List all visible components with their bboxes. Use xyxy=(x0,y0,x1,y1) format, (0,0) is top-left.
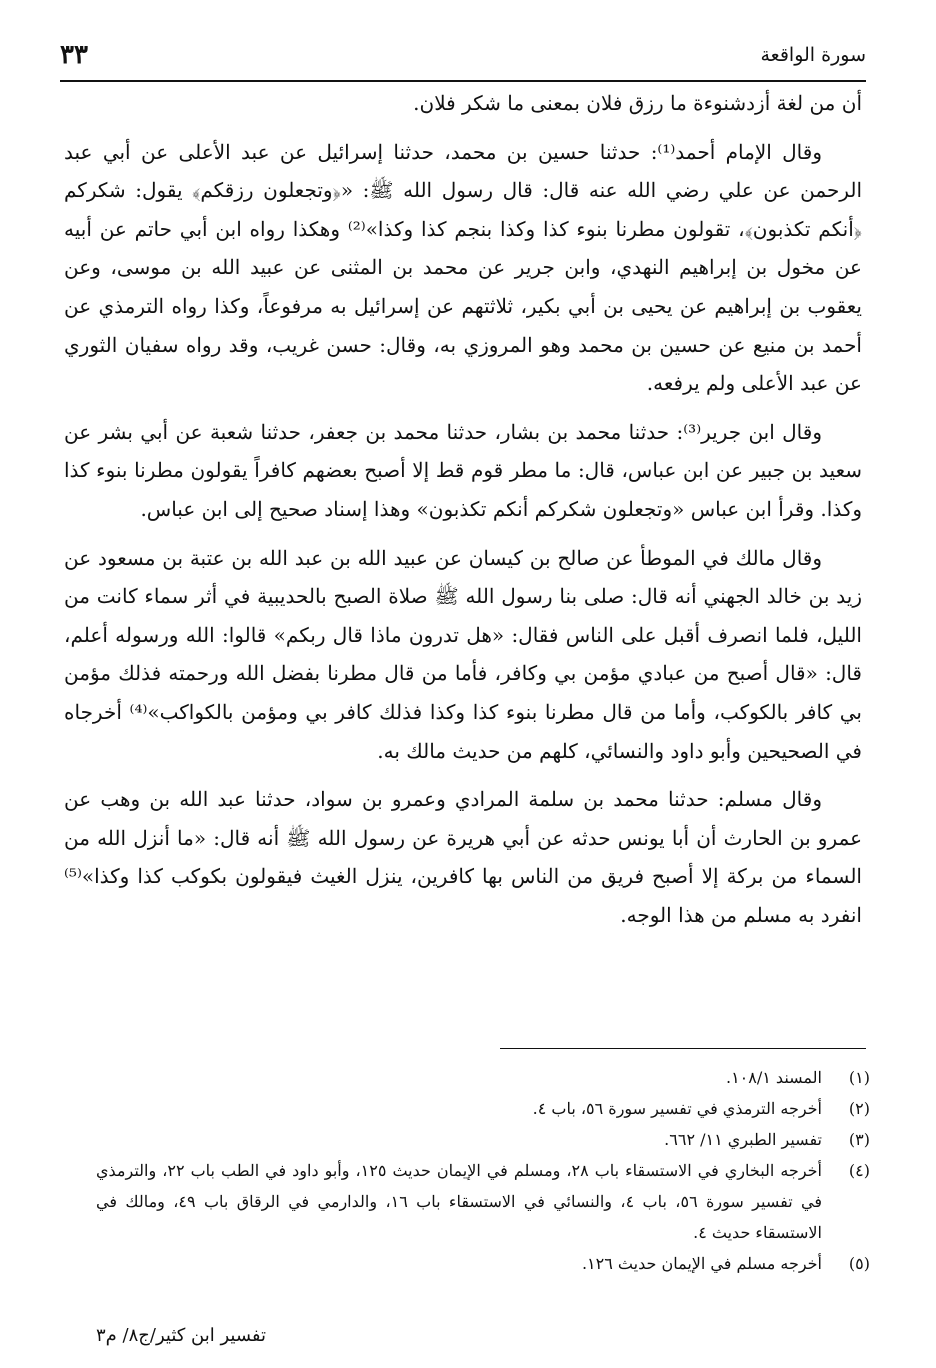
paragraph: وقال الإمام أحمد⁽¹⁾: حدثنا حسين بن محمد، حدثنا إسرائيل عن عبد الأعلى عن أبي عبد الرحمن عن علي رضي الله عنه قال: قال رسول الله ﷺ: «﴿وتجعلون رزقكم﴾ يقول: شكركم ﴿أنكم تكذبون﴾، تقولون مطرنا بنوء كذا وكذا بنجم كذا وكذا»⁽²⁾ وهكذا رواه ابن أبي حاتم عن أبيه عن مخول بن إبراهيم النهدي، وابن جرير عن محمد بن المثنى عن عبيد الله بن موسى، وعن يعقوب بن إبراهيم عن يحيى بن أبي بكير، ثلاثتهم عن إسرائيل به مرفوعاً، وكذا رواه الترمذي عن أحمد بن منيع عن حسين بن محمد وهو المروزي به، وقال: حسن غريب، وقد رواه سفيان الثوري عن عبد الأعلى ولم يرفعه. xyxy=(64,139,862,396)
footnote xyxy=(96,1248,870,1279)
paragraph: وقال مالك في الموطأ عن صالح بن كيسان عن عبيد الله بن عبد الله بن عتبة بن مسعود عن زيد بن خالد الجهني أنه قال: صلى بنا رسول الله ﷺ صلاة الصبح بالحديبية في أثر سماء كانت من الليل، فلما انصرف أقبل على الناس فقال: «هل تدرون ماذا قال ربكم» قالوا: الله ورسوله أعلم، قال: «قال أصبح من عبادي مؤمن بي وكافر، فأما من قال مطرنا بفضل الله ورحمته فذلك مؤمن بي كافر بالكوكب، وأما من قال مطرنا بنوء كذا وكذا فذلك كافر بي ومؤمن بالكواكب»⁽⁴⁾ أخرجاه في الصحيحين وأبو داود والنسائي، كلهم من حديث مالك به. xyxy=(64,545,862,763)
footnote-number: (٤) xyxy=(848,1161,870,1180)
footnote-number: (٢) xyxy=(848,1099,870,1118)
footnote xyxy=(96,1155,870,1248)
footnote xyxy=(96,1062,870,1093)
footnote-separator xyxy=(500,1048,866,1049)
footnote xyxy=(96,1093,870,1124)
footnote-text: المسند ١٠٨/١. xyxy=(725,1068,822,1087)
footnote-number: (٣) xyxy=(848,1130,870,1149)
page-number: ٣٣ xyxy=(60,40,88,70)
footnote-number: (١) xyxy=(848,1068,870,1087)
footnote-text: تفسير الطبري ١١/ ٦٦٢. xyxy=(664,1130,822,1149)
running-title: سورة الواقعة xyxy=(760,44,866,66)
footnote-text: أخرجه الترمذي في تفسير سورة ٥٦، باب ٤. xyxy=(532,1099,822,1118)
page-header xyxy=(60,40,866,80)
main-text xyxy=(64,84,862,934)
paragraph: وقال مسلم: حدثنا محمد بن سلمة المرادي وعمرو بن سواد، حدثنا عبد الله بن وهب عن عمرو بن الحارث أن أبا يونس حدثه عن أبي هريرة عن رسول الله ﷺ أنه قال: «ما أنزل الله من السماء من بركة إلا أصبح فريق من الناس بها كافرين، ينزل الغيث فيقولون بكوكب كذا وكذا»⁽⁵⁾ انفرد به مسلم من هذا الوجه. xyxy=(64,787,863,927)
footnote-text: أخرجه البخاري في الاستسقاء باب ٢٨، ومسلم في الإيمان حديث ١٢٥، وأبو داود في الطب باب ٢٢، والترمذي في تفسير سورة ٥٦، باب ٤، والنسائي في الاستسقاء باب ١٦، والدارمي في الرقاق باب ٤٩، ومالك في الاستسقاء حديث ٤. xyxy=(96,1161,823,1242)
paragraph: أن من لغة أزدشنوءة ما رزق فلان بمعنى ما شكر فلان. xyxy=(413,91,862,115)
footnotes xyxy=(96,1062,870,1279)
paragraph: وقال ابن جرير⁽³⁾: حدثنا محمد بن بشار، حدثنا محمد بن جعفر، حدثنا شعبة عن أبي بشر عن سعيد بن جبير عن ابن عباس، قال: ما مطر قوم قط إلا أصبح بعضهم كافراً يقولون مطرنا بنوء كذا وكذا. وقرأ ابن عباس «وتجعلون شكركم أنكم تكذبون» وهذا إسناد صحيح إلى ابن عباس. xyxy=(64,419,862,521)
header-rule xyxy=(60,80,866,82)
footnote-number: (٥) xyxy=(848,1254,870,1273)
page-signature: تفسير ابن كثير/ج٨/ م٣ xyxy=(96,1325,267,1346)
footnote-text: أخرجه مسلم في الإيمان حديث ١٢٦. xyxy=(581,1254,822,1273)
footnote xyxy=(96,1124,870,1155)
